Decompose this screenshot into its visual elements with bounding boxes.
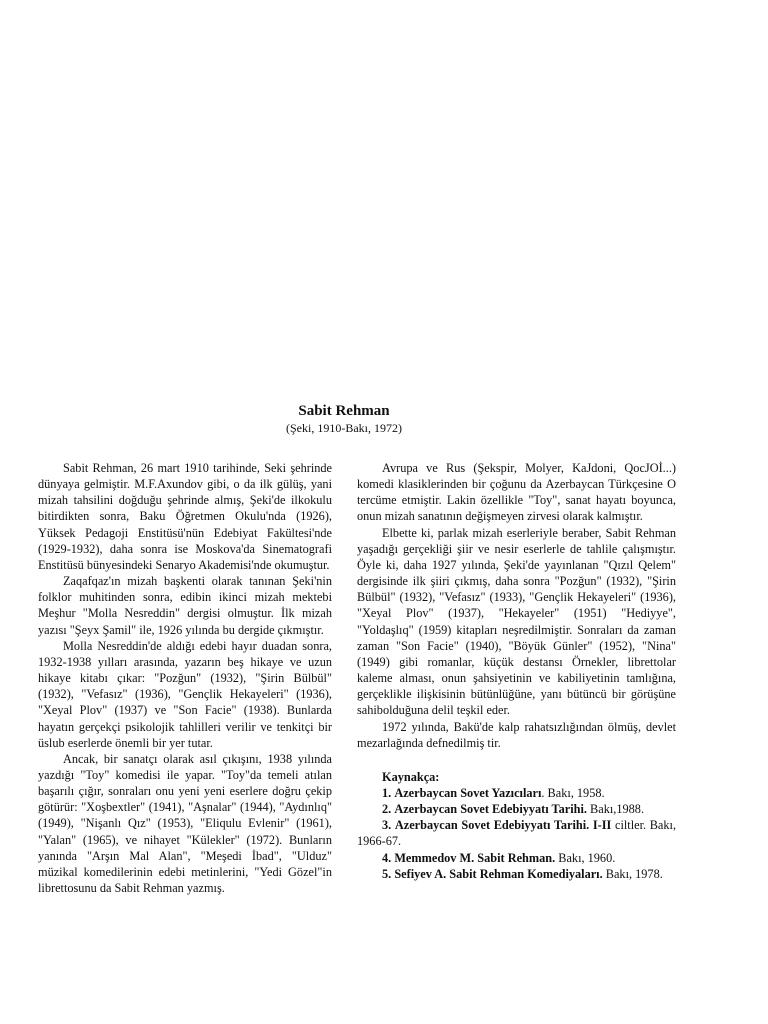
paragraph: Ancak, bir sanatçı olarak asıl çıkışını, 1938 yılında yazdığı "Toy" komedisi ile yapar. "Toy"da temeli atılan başarılı çığır, sonraları onu yeni yeni eserlere doğru çekip götürür: "Xoşbextler" (1941), "Aşnalar" (1944), "Aydınlıq" (1949), "Nişanlı Qız" (1953), "Eliqulu Evlenir" (1961), "Yalan" (1965), ve nihayet "Külekler" (1972). Bunların yanında "Arşın Mal Alan", "Meşedi İbad", "Ulduz" müzikal komedilerinin edebi metinlerini, "Yedi Gözel"in librettosunu da Sabit Rehman yazmış. (38, 751, 332, 896)
reference-number: 5. (382, 866, 392, 881)
reference-title: Azerbaycan Sovet Edebiyyatı Tarihi. (394, 802, 587, 817)
reference-item (357, 866, 676, 882)
reference-item (357, 817, 676, 849)
reference-detail: ciltler. Bakı, 1966-67. (357, 818, 677, 849)
reference-number: 3. (382, 818, 392, 833)
paragraph: 1972 yılında, Bakü'de kalp rahatsızlığından ölmüş, devlet mezarlağında defnedilmiş tir. (357, 719, 676, 750)
reference-title: Sefiyev A. Sabit Rehman Komediyaları. (394, 866, 603, 881)
paragraph: Molla Nesreddin'de aldığı edebi hayır duadan sonra, 1932-1938 yılları arasında, yazarın beş hikaye ve uzun hikaye kitabı çıkar: "Pozğun" (1932), "Şirin Bülbül" (1932), "Vefasız" (1936), "Gençlik Hekayeleri" (1936), "Xeyal Plov" (1937) ve "Son Facie" (1938). Bunlarda hayatın gerçekçi psikolojik tahlilleri verilir ve tenkitçi bir üslub eserlerde önemli bir yer tutar. (38, 638, 332, 750)
left-column (38, 460, 332, 896)
reference-item (357, 850, 676, 866)
right-column (357, 460, 676, 882)
article-title: Sabit Rehman (298, 403, 390, 419)
article-subtitle: (Şeki, 1910-Bakı, 1972) (286, 421, 402, 435)
paragraph: Avrupa ve Rus (Şekspir, Molyer, KaJdoni, QocJOİ...) komedi klasiklerinden bir çoğunu da Azerbaycan Türkçesine O tercüme etmiştir. Lakin özellikle "Toy", sanat hayatı boyunca, onun mizah sanatının değişmeyen zirvesi olarak kalmıştır. (357, 461, 676, 524)
references-section (357, 769, 676, 882)
paragraph: Zaqafqaz'ın mizah başkenti olarak tanınan Şeki'nin folklor muhitinden sonra, edibin ikinci mizah mektebi Meşhur "Molla Nesreddin" dergisi olmuştur. İlk mizah yazısı "Şeyx Şamil" ile, 1926 yılında bu dergide çıkmıştır. (38, 574, 332, 637)
references-heading: Kaynakça: (382, 769, 440, 784)
reference-number: 4. (382, 850, 392, 865)
reference-detail: Bakı, 1978. (602, 866, 663, 881)
reference-title: Azerbaycan Sovet Edebiyyatı Tarihi. I-II (394, 818, 612, 833)
reference-title: Memmedov M. Sabit Rehman. (394, 850, 556, 865)
reference-item (357, 785, 676, 801)
reference-title: Azerbaycan Sovet Yazıcıları (394, 785, 542, 800)
reference-number: 1. (382, 785, 392, 800)
reference-number: 2. (382, 802, 392, 817)
reference-detail: Bakı, 1960. (555, 850, 616, 865)
reference-detail: Bakı,1988. (586, 802, 645, 817)
reference-detail: . Bakı, 1958. (541, 785, 605, 800)
paragraph: Sabit Rehman, 26 mart 1910 tarihinde, Seki şehrinde dünyaya gelmiştir. M.F.Axundov gibi, o da ilk gülüş, yani mizah tahsilini doğduğu şehrinde almış, Şeki'de ilkokulu bitirdikten sonra, Baku Öğretmen Okulu'nda (1926), Yüksek Pedagoji Enstitüsü'nün Edebiyat Fakültesi'nde (1929-1932), daha sonra ise Moskova'da Sinematografi Enstitüsü bünyesindeki Senaryo Akademisi'nde okumuştur. (38, 461, 332, 572)
reference-item (357, 801, 676, 817)
paragraph: Elbette ki, parlak mizah eserleriyle beraber, Sabit Rehman yaşadığı gerçekliği şiir ve nesir eserlerle de tahlile çalışmıştır. Öyle ki, daha 1927 yılında, Şeki'de yayınlanan "Qızıl Qelem" dergisinde ilk şiiri çıkmış, daha sonra "Pozğun" (1932), "Şirin Bülbül" (1932), "Vefasız" (1933), "Gençlik Hekayeleri" (1936), "Xeyal Plov" (1937), "Hekayeler" (1951) "Hediyye", "Yoldaşlıq" (1959) kitapları neşredilmiştir. Sonraları da zaman zaman "Son Facie" (1940), "Böyük Günler" (1952), "Nina" (1949) gibi romanlar, küçük destansı Örnekler, librettolar kaleme alması, onun şahsiyetinin ve kabiliyetinin tamlığına, gerçeklikle ilişkisinin bütünlüğüne, yanı bütüncü bir görüşüne sahibolduğuna delil teşkil eder. (357, 525, 676, 718)
